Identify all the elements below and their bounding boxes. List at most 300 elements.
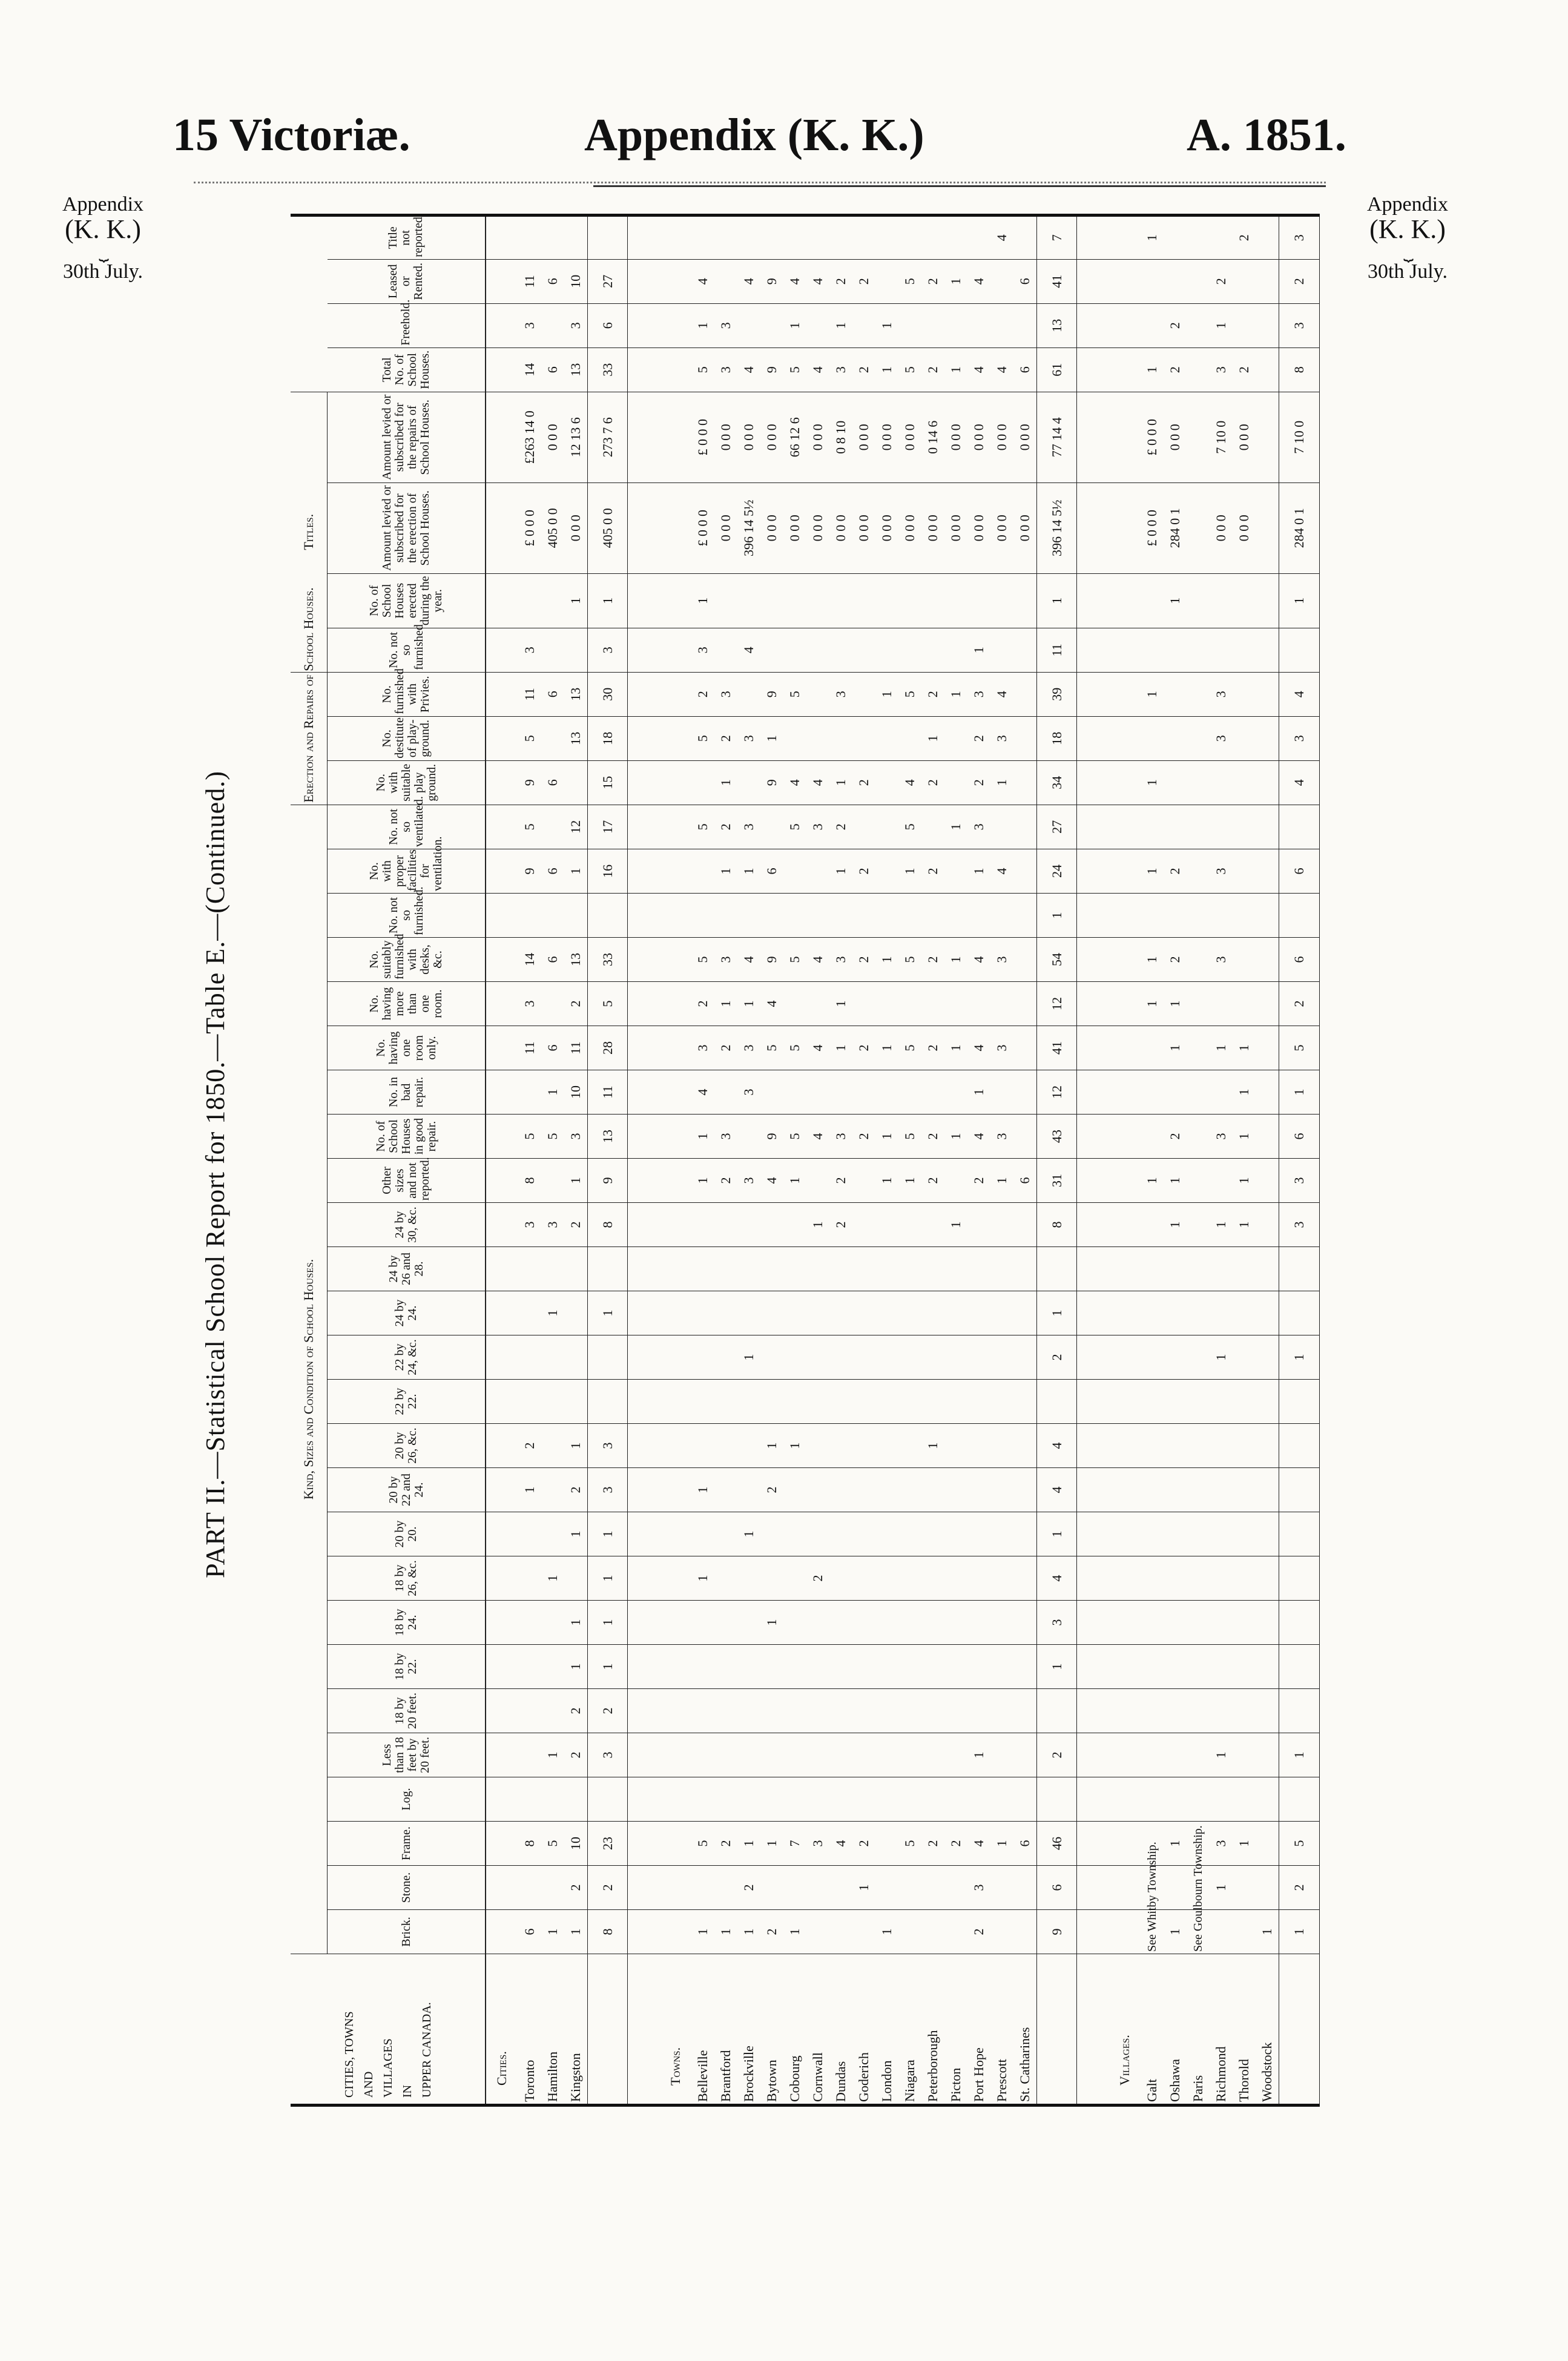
total-cell: 9 bbox=[1036, 1910, 1077, 1954]
empty-cell bbox=[1077, 215, 1109, 259]
table-cell bbox=[829, 1777, 852, 1822]
empty-cell bbox=[1077, 1910, 1109, 1954]
place-name: Dundas bbox=[829, 1954, 852, 2106]
table-cell: 6 bbox=[541, 672, 564, 716]
empty-cell bbox=[486, 716, 518, 760]
total-cell bbox=[1279, 1689, 1320, 1733]
table-cell: 2 bbox=[967, 716, 990, 760]
total-cell: 1 bbox=[1279, 1070, 1320, 1115]
table-cell bbox=[898, 1247, 921, 1291]
total-cell: 1 bbox=[1036, 573, 1077, 628]
table-cell: 1 bbox=[944, 672, 967, 716]
table-cell: 4 bbox=[806, 938, 829, 982]
total-cell: 1 bbox=[1279, 1733, 1320, 1777]
table-cell bbox=[518, 1380, 541, 1424]
table-cell bbox=[714, 1733, 737, 1777]
empty-cell bbox=[1077, 1733, 1109, 1777]
table-cell bbox=[944, 1556, 967, 1601]
table-cell: 7 10 0 bbox=[1210, 392, 1233, 482]
table-cell: 9 bbox=[760, 347, 783, 392]
table-row bbox=[829, 215, 852, 2105]
table-cell: 1 bbox=[1233, 1070, 1256, 1115]
place-name: Port Hope bbox=[967, 1954, 990, 2106]
table-cell bbox=[1013, 1512, 1037, 1556]
table-cell bbox=[1164, 760, 1187, 805]
empty-cell bbox=[486, 1159, 518, 1203]
table-cell bbox=[1210, 1291, 1233, 1335]
total-cell: 77 14 4 bbox=[1036, 392, 1077, 482]
table-cell: 7 bbox=[783, 1822, 806, 1866]
table-cell bbox=[714, 1601, 737, 1645]
table-cell bbox=[737, 1777, 760, 1822]
table-cell: 1 bbox=[875, 1115, 898, 1159]
table-cell bbox=[921, 1291, 944, 1335]
table-cell bbox=[875, 1777, 898, 1822]
table-cell bbox=[1233, 672, 1256, 716]
table-cell bbox=[714, 1247, 737, 1291]
empty-cell bbox=[486, 894, 518, 938]
table-cell bbox=[806, 1335, 829, 1380]
table-cell bbox=[875, 1424, 898, 1468]
table-cell bbox=[783, 1512, 806, 1556]
table-cell bbox=[806, 215, 829, 259]
table-cell bbox=[691, 1291, 714, 1335]
table-cell bbox=[921, 1866, 944, 1910]
table-cell bbox=[990, 1070, 1013, 1115]
total-cell: 3 bbox=[587, 1468, 628, 1512]
table-cell bbox=[898, 1601, 921, 1645]
table-cell: 0 0 0 bbox=[852, 392, 875, 482]
total-cell bbox=[587, 1777, 628, 1822]
table-cell bbox=[852, 1291, 875, 1335]
table-cell bbox=[875, 1601, 898, 1645]
table-cell: 1 bbox=[783, 303, 806, 347]
empty-cell bbox=[1109, 1424, 1141, 1468]
table-cell: 3 bbox=[564, 1115, 588, 1159]
table-cell: 0 0 0 bbox=[1013, 482, 1037, 573]
table-cell bbox=[1013, 849, 1037, 894]
empty-cell bbox=[1109, 1026, 1141, 1070]
table-cell bbox=[1210, 1247, 1233, 1291]
table-cell bbox=[852, 982, 875, 1026]
column-header: 22 by 24, &c. bbox=[328, 1335, 486, 1380]
table-cell bbox=[564, 760, 588, 805]
empty-cell bbox=[1109, 1910, 1141, 1954]
empty-cell bbox=[1077, 1866, 1109, 1910]
table-cell bbox=[1210, 1777, 1233, 1822]
table-cell bbox=[829, 1556, 852, 1601]
total-cell: 8 bbox=[1279, 347, 1320, 392]
table-cell: 10 bbox=[564, 1822, 588, 1866]
table-cell bbox=[1210, 1159, 1233, 1203]
empty-cell bbox=[1077, 1601, 1109, 1645]
table-cell bbox=[921, 805, 944, 849]
table-cell bbox=[564, 1247, 588, 1291]
total-cell: 8 bbox=[587, 1203, 628, 1247]
table-cell: 0 0 0 bbox=[967, 392, 990, 482]
table-cell bbox=[518, 894, 541, 938]
table-cell: 1 bbox=[564, 1910, 588, 1954]
column-header: No. with suitable play ground. bbox=[328, 760, 486, 805]
table-cell bbox=[921, 1689, 944, 1733]
table-cell bbox=[1141, 1689, 1164, 1733]
table-cell bbox=[944, 1070, 967, 1115]
table-cell: 1 bbox=[541, 1291, 564, 1335]
group-header: Kind, Sizes and Condition of School Houses. bbox=[291, 805, 328, 1954]
table-cell bbox=[1187, 303, 1210, 347]
table-cell: £ 0 0 0 bbox=[691, 482, 714, 573]
table-cell bbox=[829, 1335, 852, 1380]
table-cell bbox=[541, 1468, 564, 1512]
empty-cell bbox=[628, 1203, 660, 1247]
table-cell: 2 bbox=[921, 347, 944, 392]
table-cell bbox=[1164, 1247, 1187, 1291]
table-cell: 2 bbox=[1233, 347, 1256, 392]
place-name: Galt bbox=[1141, 1954, 1164, 2106]
empty-cell bbox=[628, 1159, 660, 1203]
table-cell bbox=[829, 1468, 852, 1512]
table-cell: 4 bbox=[691, 1070, 714, 1115]
table-cell bbox=[875, 716, 898, 760]
table-cell: 5 bbox=[898, 1026, 921, 1070]
table-cell bbox=[1187, 672, 1210, 716]
table-cell: 1 bbox=[829, 1026, 852, 1070]
table-cell bbox=[1187, 347, 1210, 392]
total-cell bbox=[1279, 1777, 1320, 1822]
empty-cell bbox=[628, 1645, 660, 1689]
total-label bbox=[587, 1954, 628, 2106]
table-cell: 1 bbox=[921, 716, 944, 760]
table-cell bbox=[898, 1777, 921, 1822]
table-cell bbox=[1164, 716, 1187, 760]
table-cell bbox=[898, 1380, 921, 1424]
table-cell bbox=[1187, 1825, 1210, 1954]
table-row bbox=[967, 215, 990, 2105]
table-cell bbox=[1256, 938, 1279, 982]
table-cell bbox=[541, 1645, 564, 1689]
total-cell: 1 bbox=[1036, 1512, 1077, 1556]
column-header: Brick. bbox=[328, 1910, 486, 1954]
table-cell: 11 bbox=[518, 672, 541, 716]
table-cell bbox=[541, 982, 564, 1026]
table-cell bbox=[1164, 1424, 1187, 1468]
table-cell: 6 bbox=[541, 259, 564, 303]
table-cell: £ 0 0 0 bbox=[1141, 392, 1164, 482]
column-header: Title not reported. bbox=[328, 215, 486, 259]
column-header: Leased or Rented. bbox=[328, 259, 486, 303]
table-cell bbox=[875, 1468, 898, 1512]
table-cell: 1 bbox=[967, 628, 990, 672]
table-cell bbox=[1141, 1645, 1164, 1689]
table-cell: 2 bbox=[737, 1866, 760, 1910]
table-cell: 1 bbox=[691, 1159, 714, 1203]
total-cell bbox=[1279, 1424, 1320, 1468]
table-cell: 1 bbox=[783, 1910, 806, 1954]
table-cell bbox=[829, 1247, 852, 1291]
table-cell: 2 bbox=[829, 259, 852, 303]
table-cell: 4 bbox=[760, 982, 783, 1026]
empty-cell bbox=[486, 1070, 518, 1115]
table-cell bbox=[564, 1777, 588, 1822]
table-cell: £263 14 0 bbox=[518, 392, 541, 482]
table-cell bbox=[783, 628, 806, 672]
table-cell bbox=[1187, 573, 1210, 628]
empty-cell bbox=[1109, 894, 1141, 938]
table-cell bbox=[829, 1910, 852, 1954]
total-cell: 1 bbox=[587, 1645, 628, 1689]
table-cell bbox=[967, 1247, 990, 1291]
table-cell bbox=[1233, 1291, 1256, 1335]
table-cell: 2 bbox=[852, 1822, 875, 1866]
table-cell bbox=[1013, 760, 1037, 805]
table-cell: 5 bbox=[783, 347, 806, 392]
total-cell: 8 bbox=[1036, 1203, 1077, 1247]
table-cell: 0 0 0 bbox=[875, 482, 898, 573]
table-cell: 5 bbox=[691, 347, 714, 392]
table-cell: 4 bbox=[806, 347, 829, 392]
empty-cell bbox=[660, 1291, 691, 1335]
total-cell: 1 bbox=[587, 1601, 628, 1645]
table-cell: 2 bbox=[921, 1115, 944, 1159]
table-cell: 1 bbox=[967, 849, 990, 894]
empty-cell bbox=[660, 259, 691, 303]
empty-cell bbox=[1077, 760, 1109, 805]
table-cell: 2 bbox=[921, 1159, 944, 1203]
table-cell bbox=[541, 573, 564, 628]
section-heading: Cities. bbox=[486, 1954, 518, 2106]
total-cell bbox=[1279, 1512, 1320, 1556]
table-cell bbox=[783, 1335, 806, 1380]
table-cell bbox=[760, 1335, 783, 1380]
empty-cell bbox=[628, 215, 660, 259]
empty-cell bbox=[628, 805, 660, 849]
total-cell: 3 bbox=[587, 1424, 628, 1468]
column-header: 18 by 26, &c. bbox=[328, 1556, 486, 1601]
table-cell bbox=[1233, 849, 1256, 894]
table-cell: 1 bbox=[737, 1910, 760, 1954]
table-cell bbox=[1233, 259, 1256, 303]
empty-cell bbox=[1077, 1689, 1109, 1733]
table-cell bbox=[541, 894, 564, 938]
table-cell: 1 bbox=[737, 1335, 760, 1380]
table-cell: 1 bbox=[1233, 1026, 1256, 1070]
table-cell: 3 bbox=[990, 938, 1013, 982]
total-label bbox=[1279, 1954, 1320, 2106]
table-cell bbox=[1233, 760, 1256, 805]
table-cell bbox=[944, 1601, 967, 1645]
empty-cell bbox=[1109, 1822, 1141, 1866]
table-cell bbox=[967, 1203, 990, 1247]
table-cell: 1 bbox=[691, 1910, 714, 1954]
empty-cell bbox=[628, 573, 660, 628]
table-cell bbox=[1141, 628, 1164, 672]
empty-cell bbox=[1109, 1159, 1141, 1203]
table-cell bbox=[518, 1645, 541, 1689]
total-cell: 3 bbox=[1279, 215, 1320, 259]
table-cell bbox=[944, 1159, 967, 1203]
table-cell bbox=[1013, 573, 1037, 628]
table-cell bbox=[990, 1335, 1013, 1380]
table-cell bbox=[1013, 1247, 1037, 1291]
table-cell bbox=[1210, 573, 1233, 628]
column-header: No. having more than one room. bbox=[328, 982, 486, 1026]
total-cell bbox=[1279, 1380, 1320, 1424]
header-rule-dotted bbox=[194, 182, 1326, 183]
table-cell: 5 bbox=[898, 1822, 921, 1866]
table-cell bbox=[760, 1247, 783, 1291]
table-cell bbox=[518, 215, 541, 259]
total-cell bbox=[1036, 1777, 1077, 1822]
table-cell bbox=[875, 1070, 898, 1115]
table-cell bbox=[875, 1556, 898, 1601]
table-cell bbox=[783, 1556, 806, 1601]
margin-note-line3: 30th July. bbox=[1368, 260, 1448, 283]
table-cell bbox=[1187, 1689, 1210, 1733]
table-cell bbox=[852, 1601, 875, 1645]
total-cell bbox=[1036, 1380, 1077, 1424]
empty-cell bbox=[628, 392, 660, 482]
table-cell bbox=[1187, 1247, 1210, 1291]
table-cell bbox=[898, 1689, 921, 1733]
table-cell bbox=[518, 1733, 541, 1777]
table-cell: 13 bbox=[564, 347, 588, 392]
table-cell: 2 bbox=[1164, 938, 1187, 982]
table-cell bbox=[1256, 716, 1279, 760]
table-cell: 2 bbox=[967, 1910, 990, 1954]
table-cell: 0 0 0 bbox=[829, 482, 852, 573]
see-township-note: See Whitby Township. bbox=[1145, 1842, 1159, 1952]
table-cell: 1 bbox=[898, 849, 921, 894]
total-cell: 4 bbox=[1036, 1424, 1077, 1468]
table-cell bbox=[990, 1601, 1013, 1645]
empty-cell bbox=[660, 215, 691, 259]
table-cell bbox=[944, 628, 967, 672]
table-cell bbox=[691, 894, 714, 938]
table-cell bbox=[898, 1512, 921, 1556]
table-cell: 1 bbox=[541, 1733, 564, 1777]
table-cell bbox=[564, 1556, 588, 1601]
table-cell: 0 0 0 bbox=[714, 392, 737, 482]
table-cell bbox=[1210, 982, 1233, 1026]
table-cell: 3 bbox=[1210, 1822, 1233, 1866]
table-cell bbox=[1210, 1645, 1233, 1689]
total-cell bbox=[587, 215, 628, 259]
empty-cell bbox=[628, 1291, 660, 1335]
table-cell: 4 bbox=[691, 259, 714, 303]
total-cell: 28 bbox=[587, 1026, 628, 1070]
empty-cell bbox=[628, 716, 660, 760]
margin-note-line1: Appendix bbox=[1366, 193, 1449, 216]
empty-cell bbox=[1077, 805, 1109, 849]
empty-cell bbox=[660, 1910, 691, 1954]
section-total-row bbox=[1279, 215, 1320, 2105]
empty-cell bbox=[660, 672, 691, 716]
table-cell bbox=[1187, 982, 1210, 1026]
table-cell bbox=[898, 894, 921, 938]
empty-cell bbox=[660, 1247, 691, 1291]
total-cell: 5 bbox=[1279, 1822, 1320, 1866]
total-cell: 3 bbox=[1279, 716, 1320, 760]
empty-cell bbox=[486, 1247, 518, 1291]
table-cell bbox=[829, 1070, 852, 1115]
total-cell bbox=[587, 1247, 628, 1291]
total-cell: 33 bbox=[587, 347, 628, 392]
total-cell: 34 bbox=[1036, 760, 1077, 805]
table-cell: 1 bbox=[564, 1512, 588, 1556]
table-cell: 1 bbox=[1164, 1159, 1187, 1203]
table-cell: 5 bbox=[541, 1822, 564, 1866]
table-cell bbox=[1256, 672, 1279, 716]
empty-cell bbox=[486, 573, 518, 628]
table-cell: 1 bbox=[714, 1910, 737, 1954]
section-total-row bbox=[587, 215, 628, 2105]
table-cell bbox=[1233, 1733, 1256, 1777]
table-cell: 0 0 0 bbox=[1233, 392, 1256, 482]
empty-cell bbox=[1077, 1468, 1109, 1512]
empty-cell bbox=[660, 1115, 691, 1159]
table-cell: 5 bbox=[898, 805, 921, 849]
column-header: No. of School Houses erected during the year. bbox=[328, 573, 486, 628]
table-cell bbox=[760, 573, 783, 628]
table-cell: 1 bbox=[967, 1070, 990, 1115]
table-cell bbox=[806, 716, 829, 760]
table-cell: 3 bbox=[518, 303, 541, 347]
table-cell bbox=[852, 1645, 875, 1689]
table-cell: 2 bbox=[852, 259, 875, 303]
table-cell bbox=[1013, 1777, 1037, 1822]
table-cell: 4 bbox=[806, 1115, 829, 1159]
table-cell bbox=[806, 1247, 829, 1291]
table-cell bbox=[760, 1203, 783, 1247]
table-cell bbox=[898, 1733, 921, 1777]
table-cell: 2 bbox=[921, 672, 944, 716]
table-cell: 3 bbox=[714, 347, 737, 392]
table-cell bbox=[875, 1512, 898, 1556]
table-cell bbox=[875, 849, 898, 894]
table-cell bbox=[990, 1380, 1013, 1424]
table-cell: 3 bbox=[737, 1070, 760, 1115]
table-cell: 4 bbox=[967, 1026, 990, 1070]
table-cell bbox=[875, 1203, 898, 1247]
total-cell bbox=[1279, 894, 1320, 938]
table-cell bbox=[1141, 1026, 1164, 1070]
table-cell bbox=[921, 1645, 944, 1689]
table-cell bbox=[1233, 1556, 1256, 1601]
table-cell bbox=[1210, 1424, 1233, 1468]
table-cell bbox=[1141, 1601, 1164, 1645]
table-cell bbox=[990, 894, 1013, 938]
table-cell bbox=[806, 1424, 829, 1468]
total-cell: 18 bbox=[587, 716, 628, 760]
empty-cell bbox=[1077, 392, 1109, 482]
table-cell: 405 0 0 bbox=[541, 482, 564, 573]
total-cell bbox=[1036, 1247, 1077, 1291]
table-cell bbox=[1256, 1822, 1279, 1866]
table-cell bbox=[967, 1777, 990, 1822]
table-cell bbox=[737, 1601, 760, 1645]
empty-cell bbox=[660, 1822, 691, 1866]
table-cell: 5 bbox=[898, 1115, 921, 1159]
table-cell: 1 bbox=[875, 303, 898, 347]
table-cell bbox=[829, 573, 852, 628]
table-cell bbox=[518, 1777, 541, 1822]
table-cell bbox=[564, 628, 588, 672]
table-cell: 2 bbox=[852, 938, 875, 982]
table-cell bbox=[1164, 1468, 1187, 1512]
table-cell bbox=[875, 894, 898, 938]
table-cell bbox=[1164, 1689, 1187, 1733]
table-cell: 1 bbox=[921, 1424, 944, 1468]
